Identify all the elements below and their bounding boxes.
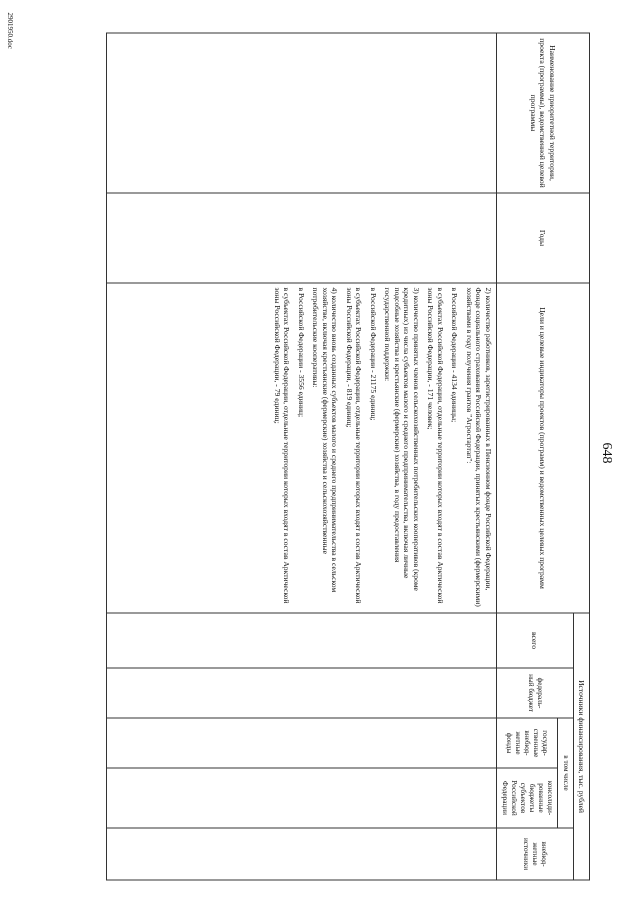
header-territory: Наименование приоритетной территории, проекта (программы), ведомственной целевой программы (496, 33, 589, 193)
financing-table (106, 32, 590, 880)
page-number: 648 (599, 442, 614, 463)
cell-regional (106, 768, 496, 828)
indicator-text: в субъектах Российской Федерации, отдельные территории которых входят в состав Арктической зоны Российской Федерации, - 819 единиц; (344, 287, 364, 603)
header-total: всего (496, 613, 573, 668)
indicator-text: в Российской Федерации - 21175 единиц; (368, 287, 378, 421)
cell-years (106, 193, 496, 283)
cell-extrabudget (106, 828, 496, 880)
header-financing: Источники финансирования, тыс. рублей (573, 613, 589, 880)
header-including: в том числе (557, 718, 573, 828)
indicator-text: 3) количество принятых членов сельскохозяйственных потребительских кооперативов (кроме кредитных) из числа субъектов малого и среднего предпринимательства, включая личные подсобные хозяйства и крестьянские (фермерские) хозяйства, в году предоставления государственной поддержки: (383, 287, 421, 591)
header-row-1 (573, 33, 589, 880)
cell-total (106, 613, 496, 668)
header-years: Годы (496, 193, 589, 283)
cell-state-funds (106, 718, 496, 768)
header-regional: консолиди-рованные бюджеты субъектов Российской Федерации (496, 768, 557, 828)
indicator-text: в Российской Федерации - 4134 единицы; (450, 287, 460, 422)
cell-indicators (106, 283, 496, 613)
indicator-text: в субъектах Российской Федерации, отдельные территории которых входят в состав Арктической зоны Российской Федерации, - 171 человек; (426, 287, 445, 603)
header-goals: Цели и целевые индикаторы проектов (программ) и ведомственных целевых программ (496, 283, 589, 613)
document-id: 2901950.doc (6, 12, 14, 49)
indicator-text: 2) количество работников, зарегистрированных в Пенсионном фонде Российской Федерации, Фонде социального страхования Российской Федерации, принятых крестьянскими (фермерскими) хозяйствами в году получения грантов "Агростартап": (464, 287, 493, 607)
header-extrabudget: внебюд-жетные источники (496, 828, 573, 880)
indicator-text: в Российской Федерации - 3556 единиц; (296, 287, 306, 417)
cell-federal (106, 668, 496, 718)
indicator-text: в субъектах Российской Федерации, отдельные территории которых входят в состав Арктической зоны Российской Федерации, - 79 единиц; (272, 287, 292, 603)
indicator-text: 4) количество вновь созданных субъектов малого и среднего предпринимательства в сельском хозяйстве, включая крестьянские (фермерские) хозяйства и сельскохозяйственные потребительские кооперативы: (311, 287, 340, 592)
body-row (106, 33, 496, 880)
header-federal: федераль-ный бюджет (496, 668, 573, 718)
header-state-funds: государ-ственные внебюд-жетные фонды (496, 718, 557, 768)
cell-territory (106, 33, 496, 193)
